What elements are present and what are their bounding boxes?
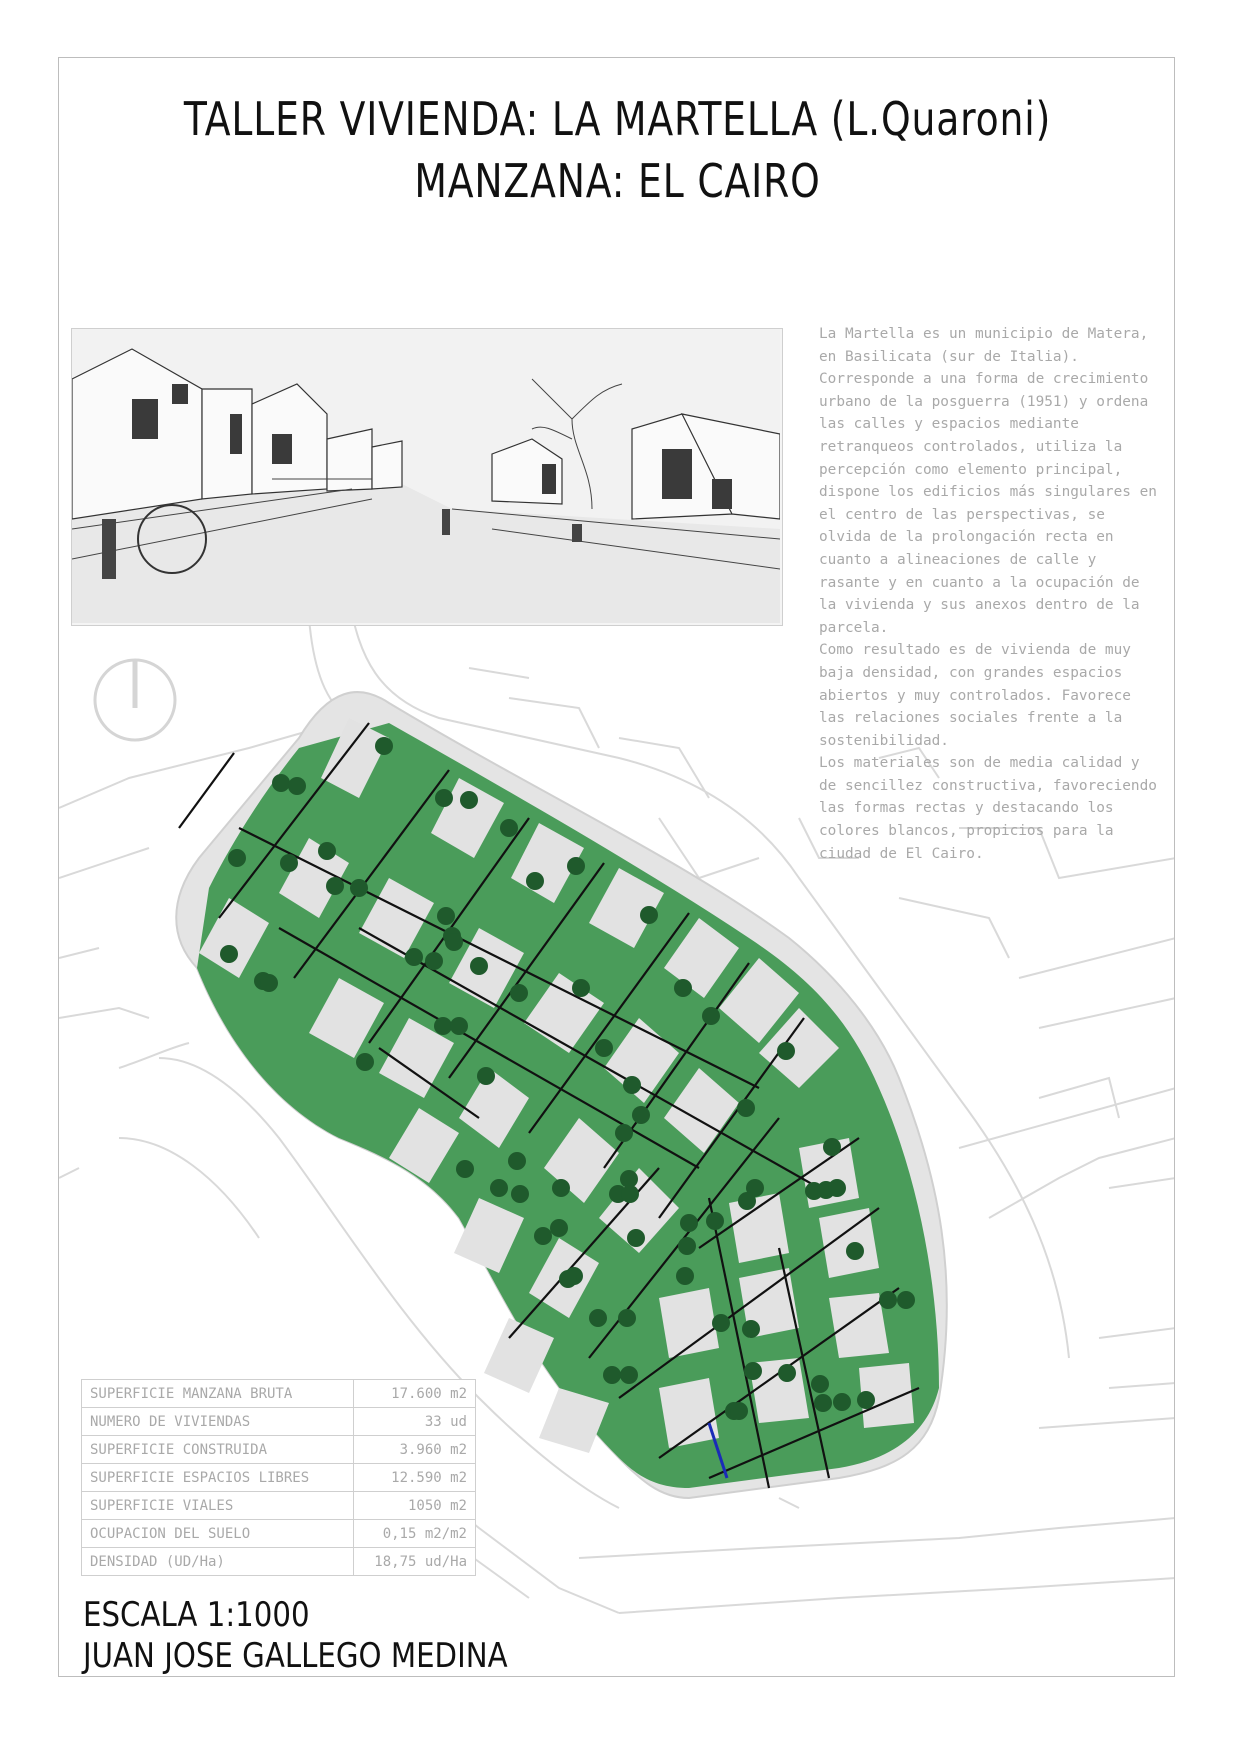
description-paragraph: Corresponde a una forma de crecimiento urbano de la posguerra (1951) y ordena las calles y espacios mediante retranqueos controlados, utiliza la percepción como elemento principal, dispone los edificios más singulares en el centro de las perspectivas, se olvida de la prolongación recta en cuanto a alineaciones de calle y rasante y en cuanto a la ocupación de la vivienda y sus anexos dentro de la parcela. bbox=[819, 371, 1157, 636]
stat-value: 0,15 m2/m2 bbox=[354, 1520, 476, 1548]
title-line-1: TALLER VIVIENDA: LA MARTELLA (L.Quaroni) bbox=[183, 92, 1052, 146]
description-paragraph: La Martella es un municipio de Matera, en Basilicata (sur de Italia). bbox=[819, 326, 1149, 365]
stat-value: 12.590 m2 bbox=[354, 1464, 476, 1492]
stat-value: 1050 m2 bbox=[354, 1492, 476, 1520]
description-paragraph: Los materiales son de media calidad y de sencillez constructiva, favoreciendo las formas rectas y destacando los colores blancos, propicios para la ciudad de El Cairo. bbox=[819, 755, 1157, 862]
stat-label: DENSIDAD (UD/Ha) bbox=[82, 1548, 354, 1576]
table-row bbox=[82, 1436, 476, 1464]
stat-value: 3.960 m2 bbox=[354, 1436, 476, 1464]
table-row bbox=[82, 1492, 476, 1520]
stat-label: OCUPACION DEL SUELO bbox=[82, 1520, 354, 1548]
table-row bbox=[82, 1464, 476, 1492]
stat-label: SUPERFICIE CONSTRUIDA bbox=[82, 1436, 354, 1464]
scale-label: ESCALA 1:1000 bbox=[83, 1595, 310, 1635]
table-row bbox=[82, 1408, 476, 1436]
stat-label: SUPERFICIE MANZANA BRUTA bbox=[82, 1380, 354, 1408]
table-row bbox=[82, 1548, 476, 1576]
table-row bbox=[82, 1520, 476, 1548]
stat-label: NUMERO DE VIVIENDAS bbox=[82, 1408, 354, 1436]
stat-value: 33 ud bbox=[354, 1408, 476, 1436]
table-row bbox=[82, 1380, 476, 1408]
description-paragraph: Como resultado es de vivienda de muy baja densidad, con grandes espacios abiertos y muy controlados. Favorece las relaciones sociales frente a la sostenibilidad. bbox=[819, 642, 1131, 749]
perspective-drawing bbox=[71, 328, 783, 626]
stat-label: SUPERFICIE ESPACIOS LIBRES bbox=[82, 1464, 354, 1492]
description bbox=[819, 323, 1164, 865]
stat-value: 18,75 ud/Ha bbox=[354, 1548, 476, 1576]
stat-label: SUPERFICIE VIALES bbox=[82, 1492, 354, 1520]
author-name: JUAN JOSE GALLEGO MEDINA bbox=[83, 1636, 508, 1676]
stat-value: 17.600 m2 bbox=[354, 1380, 476, 1408]
stats-table bbox=[81, 1379, 476, 1576]
north-arrow-icon bbox=[95, 660, 175, 740]
title-line-2: MANZANA: EL CAIRO bbox=[414, 154, 821, 208]
drawing-sheet bbox=[58, 57, 1175, 1677]
